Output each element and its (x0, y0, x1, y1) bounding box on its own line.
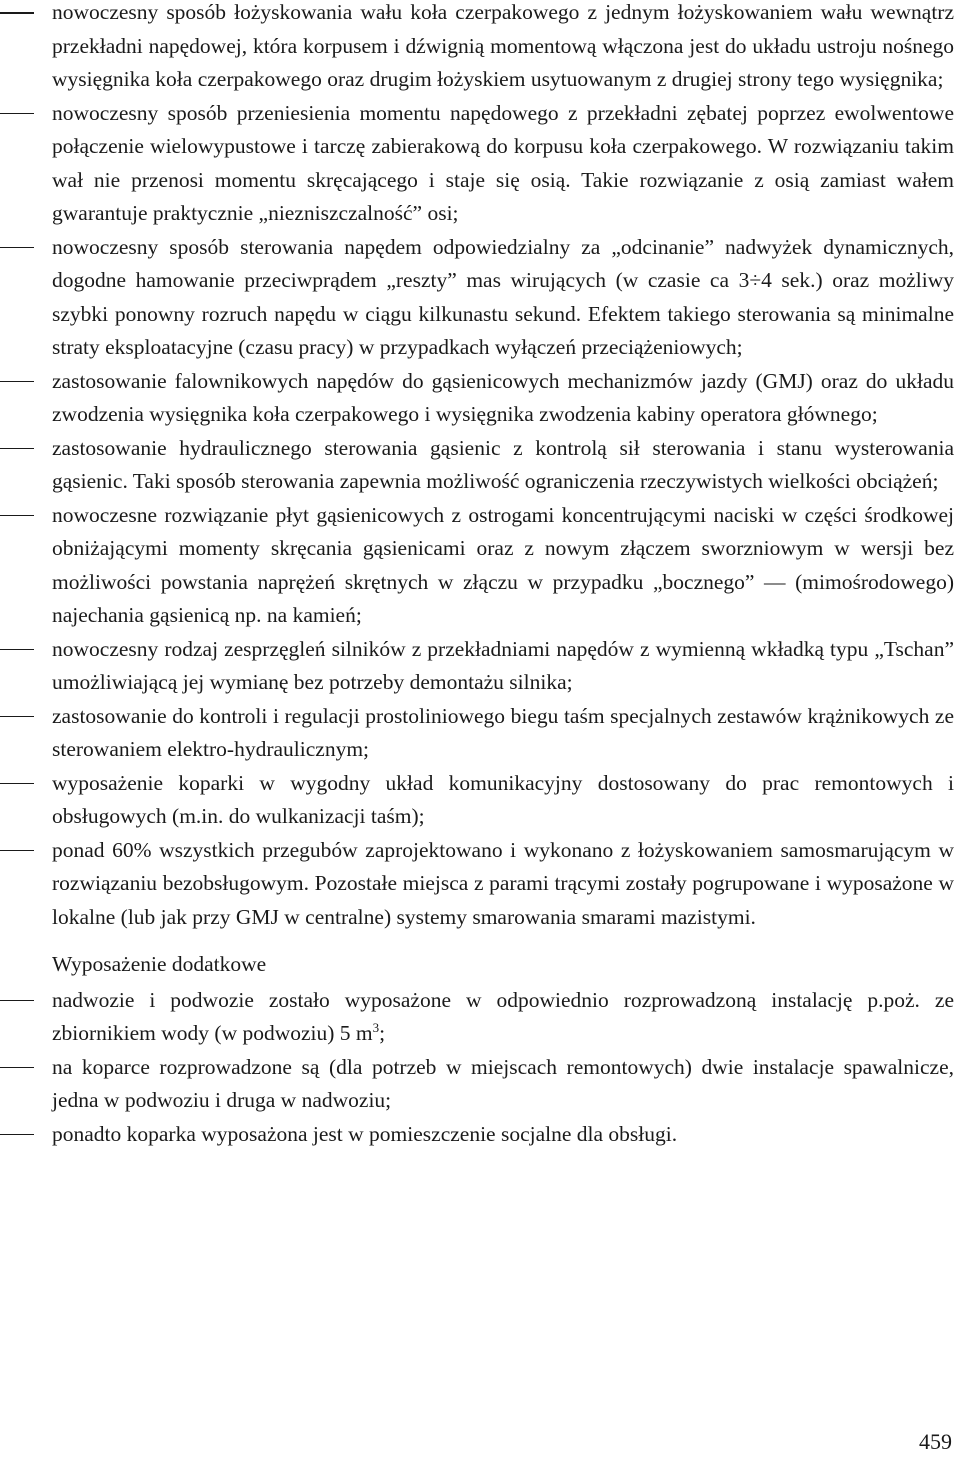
dash-bullet (0, 113, 34, 115)
dash-bullet (0, 1134, 34, 1136)
page-number: 459 (919, 1429, 952, 1454)
list-item: nowoczesny sposób przeniesienia momentu napędowego z przekładni zębatej poprzez ewolwentowe połączenie wielowypustowe i tarczę zabierakową do korpusu koła czerpakowego. W rozwiązaniu takim wał nie przenosi momentu skręcającego i staje się osią. Takie rozwiązanie z osią zamiast wałem gwarantuje praktycznie „niezniszczalność” osi; (0, 97, 960, 231)
list-item: nowoczesny sposób sterowania napędem odpowiedzialny za „odcinanie” nadwyżek dynamicznych, dogodne hamowanie przeciwprądem „reszty” mas wirujących (w czasie ca 3÷4 sek.) oraz możliwy szybki ponowny rozruch napędu w ciągu kilkunastu sekund. Efektem takiego sterowania są minimalne straty eksploatacyjne (czasu pracy) w przypadkach wyłączeń przeciążeniowych; (0, 231, 960, 365)
list-item: wyposażenie koparki w wygodny układ komunikacyjny dostosowany do prac remontowych i obsługowych (m.in. do wulkanizacji taśm); (0, 767, 960, 834)
list-item: nowoczesne rozwiązanie płyt gąsienicowych z ostrogami koncentrującymi naciski w części środkowej obniżającymi momenty skręcania gąsienicami oraz z nowym złączem sworzniowym w wersji bez możliwości powstania naprężeń skrętnych w złączu w przypadku „bocznego” — (mimośrodowego) najechania gąsienicą np. na kamień; (0, 499, 960, 633)
list-item: zastosowanie hydraulicznego sterowania gąsienic z kontrolą sił sterowania i stanu wysterowania gąsienic. Taki sposób sterowania zapewnia możliwość ograniczenia rzeczywistych wielkości obciążeń; (0, 432, 960, 499)
dash-bullet (0, 1067, 34, 1069)
superscript: 3 (372, 1019, 380, 1035)
dash-bullet (0, 448, 34, 450)
dash-bullet (0, 12, 34, 14)
dash-bullet (0, 850, 34, 852)
list-item: zastosowanie do kontroli i regulacji prostoliniowego biegu taśm specjalnych zestawów krążnikowych ze sterowaniem elektro-hydraulicznym; (0, 700, 960, 767)
list-item: nadwozie i podwozie zostało wyposażone w odpowiednio rozprowadzoną instalację p.poż. ze zbiornikiem wody (w podwoziu) 5 $m^3$; (0, 984, 960, 1051)
dash-bullet (0, 1000, 34, 1002)
dash-bullet (0, 515, 34, 517)
dash-bullet (0, 716, 34, 718)
list-item: nowoczesny sposób łożyskowania wału koła czerpakowego z jednym łożyskowaniem wału wewnątrz przekładni napędowej, która korpusem i dźwignią momentową włączona jest do układu ustroju nośnego wysięgnika koła czerpakowego oraz drugim łożyskiem usytuowanym z drugiej strony tego wysięgnika; (0, 0, 960, 97)
dash-bullet (0, 783, 34, 785)
dash-bullet (0, 381, 34, 383)
dash-bullet (0, 649, 34, 651)
list-item: ponadto koparka wyposażona jest w pomieszczenie socjalne dla obsługi. (0, 1118, 960, 1152)
extra-equipment-list (0, 984, 960, 1152)
list-item: nowoczesny rodzaj zesprzęgleń silników z przekładniami napędów z wymienną wkładką typu „Tschan” umożliwiającą jej wymianę bez potrzeby demontażu silnika; (0, 633, 960, 700)
section-heading: Wyposażenie dodatkowe (52, 952, 267, 976)
list-item: ponad 60% wszystkich przegubów zaprojektowano i wykonano z łożyskowaniem samosmarującym w rozwiązaniu bezobsługowym. Pozostałe miejsca z parami trącymi zostały pogrupowane i wyposażone w lokalne (lub jak przy GMJ w centralne) systemy smarowania smarami mazistymi. (0, 834, 960, 935)
dash-bullet (0, 247, 34, 249)
list-item: zastosowanie falownikowych napędów do gąsienicowych mechanizmów jazdy (GMJ) oraz do układu zwodzenia wysięgnika koła czerpakowego i wysięgnika zwodzenia kabiny operatora głównego; (0, 365, 960, 432)
list-item: na koparce rozprowadzone są (dla potrzeb w miejscach remontowych) dwie instalacje spawalnicze, jedna w podwoziu i druga w nadwoziu; (0, 1051, 960, 1118)
